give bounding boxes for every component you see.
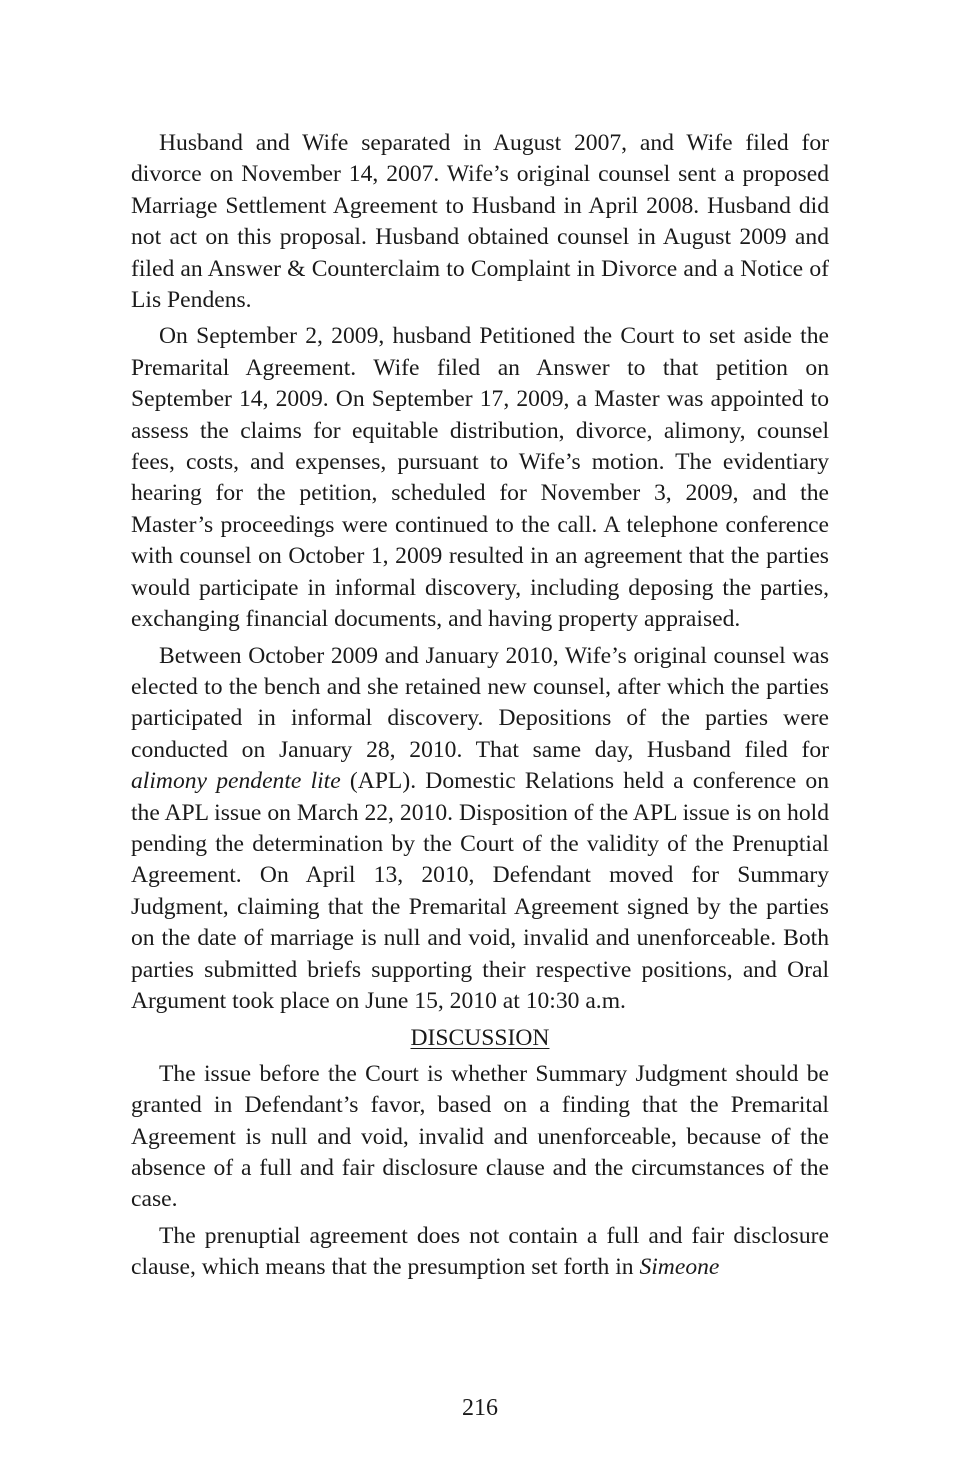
paragraph-text: (APL). Domestic Relations held a conference on the APL issue on March 22, 2010. Disposition of the APL issue is on hold pending the determination by the Court of the validity of the Prenuptial Agreement. On April 13, 2010, Defendant moved for Summary Judgment, claiming that the Premarital Agreement signed by the parties on the date of marriage is null and void, invalid and unenforceable. Both parties submitted briefs supporting their respective positions, and Oral Argument took place on June 15, 2010 at 10:30 a.m.: [131, 768, 830, 1014]
paragraph-text: The issue before the Court is whether Summary Judgment should be granted in Defendant’s favor, based on a finding that the Premarital Agreement is null and void, invalid and unenforceable, because of the absence of a full and fair disclosure clause and the circumstances of the case.: [131, 1060, 829, 1213]
italic-case-name: Simeone: [639, 1254, 720, 1281]
section-heading: DISCUSSION: [410, 1025, 550, 1052]
paragraph-text: Between October 2009 and January 2010, Wife’s original counsel was elected to the bench and she retained new counsel, after which the parties participated in informal discovery. Depositions of the parties were conducted on January 28, 2010. That same day, Husband filed for: [131, 642, 829, 763]
document-page: [131, 128, 829, 1284]
paragraph-text: The prenuptial agreement does not contain a full and fair disclosure clause, which means that the presumption set forth in: [131, 1222, 829, 1281]
paragraph: [131, 1059, 829, 1216]
discussion-text: [131, 1059, 829, 1284]
paragraph: [131, 128, 829, 316]
paragraph-text: Husband and Wife separated in August 2007, and Wife filed for divorce on November 14, 2007. Wife’s original counsel sent a proposed Marriage Settlement Agreement to Husband in April 2008. Husband did not act on this proposal. Husband obtained counsel in August 2009 and filed an Answer & Counterclaim to Complaint in Divorce and a Notice of Lis Pendens.: [131, 130, 829, 314]
italic-term: alimony pendente lite: [131, 768, 341, 795]
page-number: 216: [462, 1395, 498, 1421]
body-text: [131, 128, 829, 1017]
paragraph: [131, 641, 829, 1018]
paragraph-text: On September 2, 2009, husband Petitioned the Court to set aside the Premarital Agreement. Wife filed an Answer to that petition on September 14, 2009. On September 17, 2009, a Master was appointed to assess the claims for equitable distribution, divorce, alimony, counsel fees, costs, and expenses, pursuant to Wife’s motion. The evidentiary hearing for the petition, scheduled for November 3, 2009, and the Master’s proceedings were continued to the call. A telephone conference with counsel on October 1, 2009 resulted in an agreement that the parties would participate in informal discovery, including deposing the parties, exchanging financial documents, and having property appraised.: [131, 323, 829, 633]
paragraph: [131, 1221, 829, 1284]
paragraph: [131, 321, 829, 635]
